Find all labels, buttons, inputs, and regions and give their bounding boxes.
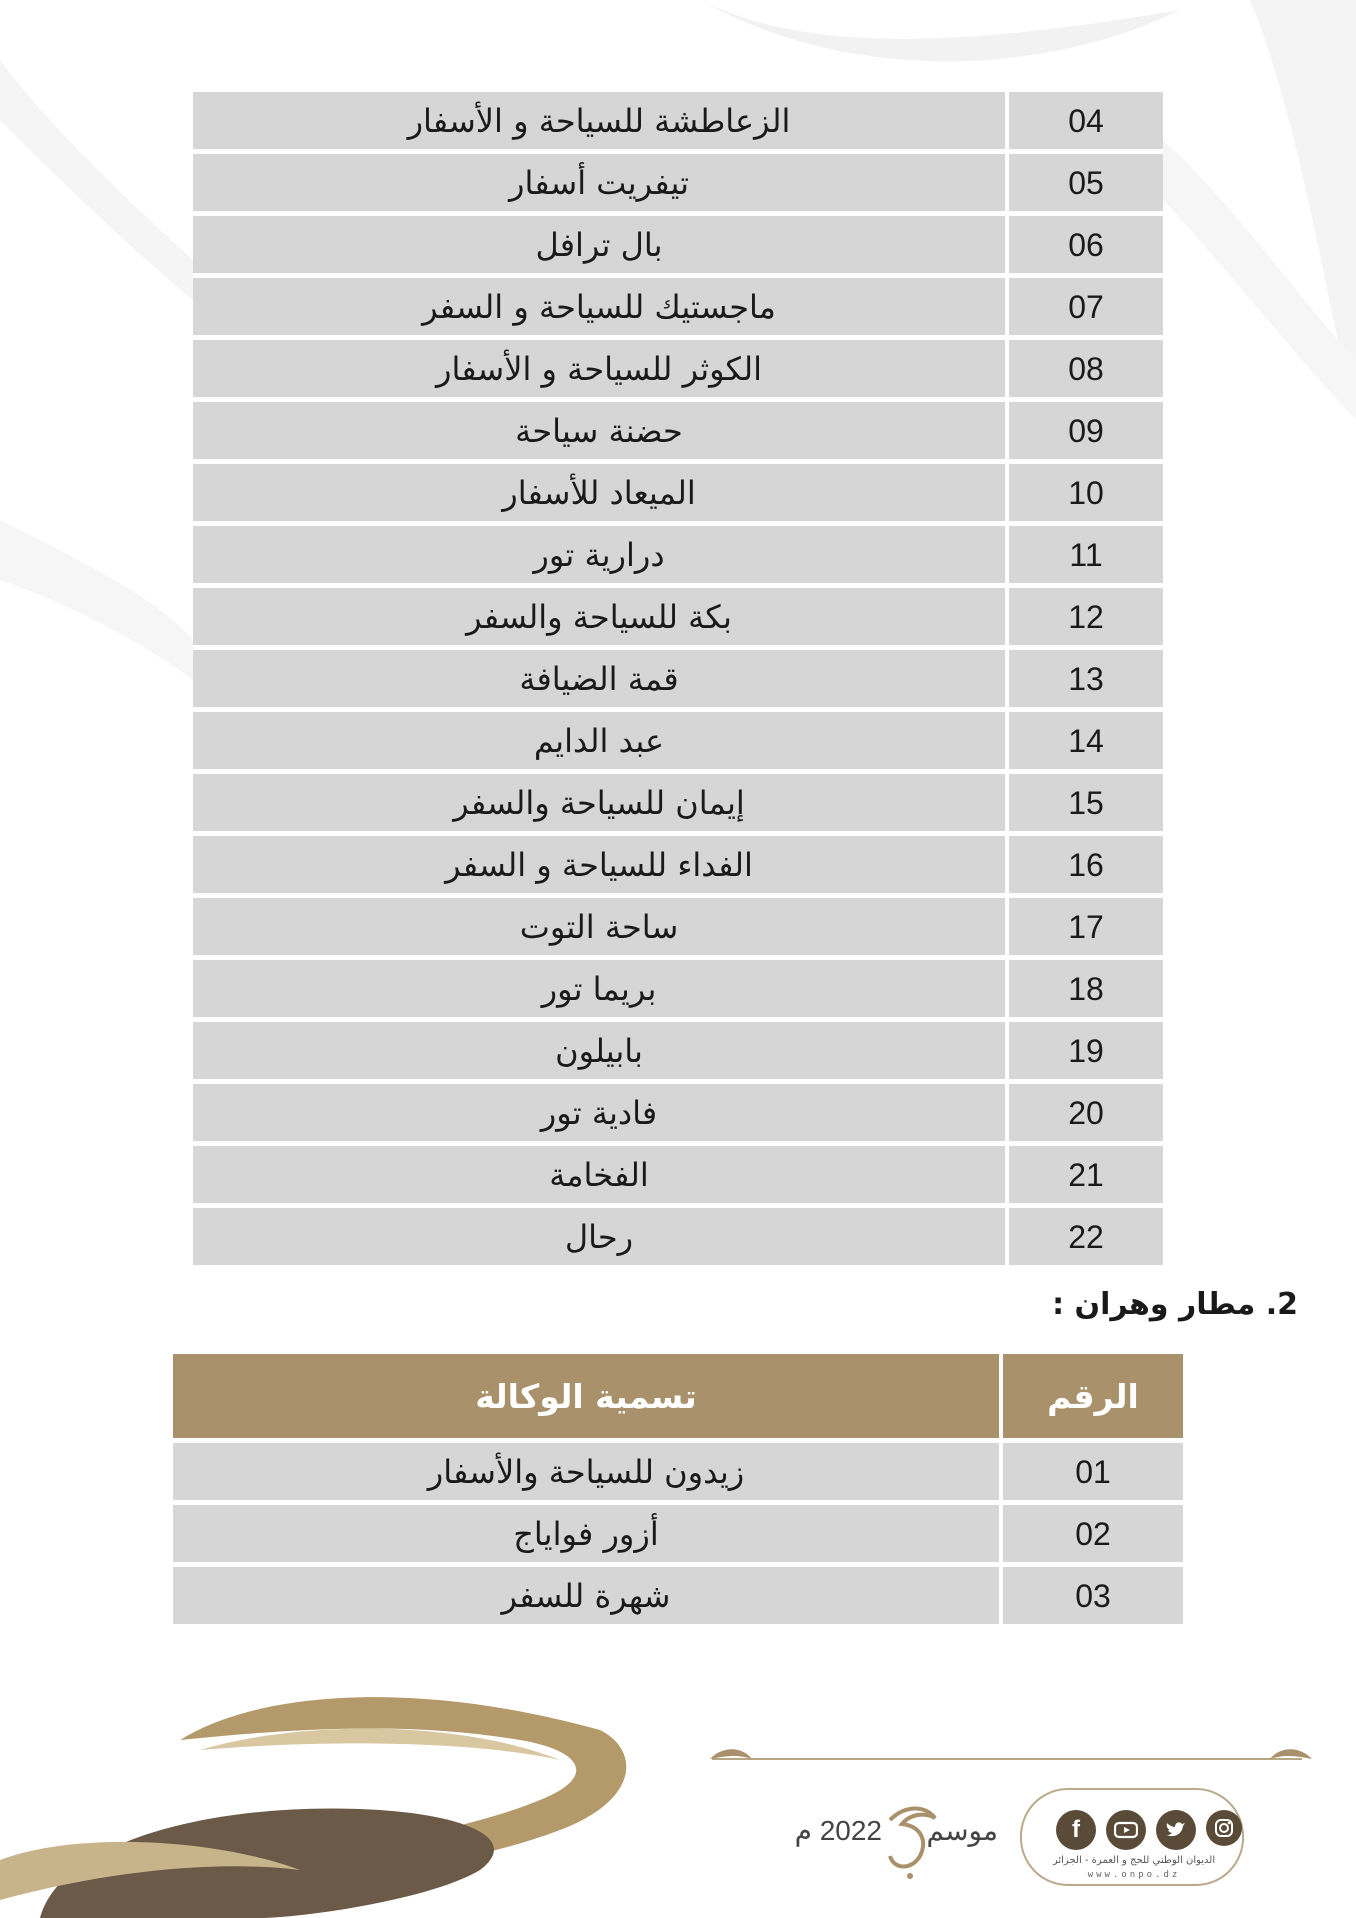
table-row — [173, 1443, 1183, 1505]
table-row — [193, 526, 1163, 588]
table-row — [173, 1567, 1183, 1624]
row-number: 09 — [1005, 402, 1163, 464]
table-header-row — [173, 1354, 1183, 1443]
agency-name: بال ترافل — [193, 216, 1005, 278]
row-number: 04 — [1005, 92, 1163, 154]
agency-name: حضنة سياحة — [193, 402, 1005, 464]
row-number: 01 — [999, 1443, 1183, 1505]
organization-url[interactable]: www.onpo.dz — [1087, 1870, 1181, 1880]
social-links-panel — [1020, 1788, 1244, 1886]
agency-name: الميعاد للأسفار — [193, 464, 1005, 526]
leaf-ornament-icon — [1268, 1746, 1314, 1772]
table-row — [193, 402, 1163, 464]
agency-name: ماجستيك للسياحة و السفر — [193, 278, 1005, 340]
row-number: 14 — [1005, 712, 1163, 774]
table-row — [193, 836, 1163, 898]
agency-name: الفداء للسياحة و السفر — [193, 836, 1005, 898]
facebook-icon[interactable]: f — [1056, 1810, 1096, 1850]
instagram-icon[interactable] — [1206, 1810, 1242, 1846]
agency-name: درارية تور — [193, 526, 1005, 588]
leaf-ornament-icon — [708, 1746, 754, 1772]
table-row — [193, 774, 1163, 836]
row-number: 13 — [1005, 650, 1163, 712]
footer-divider — [712, 1758, 1302, 1760]
header-agency-name: تسمية الوكالة — [173, 1354, 999, 1443]
row-number: 08 — [1005, 340, 1163, 402]
twitter-icon[interactable] — [1156, 1810, 1196, 1850]
row-number: 03 — [999, 1567, 1183, 1624]
table-row — [193, 898, 1163, 960]
table-row — [193, 1084, 1163, 1146]
agency-name: أزور فواياج — [173, 1505, 999, 1567]
table-row — [193, 92, 1163, 154]
agency-name: زيدون للسياحة والأسفار — [173, 1443, 999, 1505]
row-number: 02 — [999, 1505, 1183, 1567]
table-row — [193, 340, 1163, 402]
season-word: موسم — [926, 1814, 998, 1847]
agency-name: إيمان للسياحة والسفر — [193, 774, 1005, 836]
table-row — [193, 712, 1163, 774]
table-row — [193, 960, 1163, 1022]
row-number: 07 — [1005, 278, 1163, 340]
row-number: 15 — [1005, 774, 1163, 836]
row-number: 12 — [1005, 588, 1163, 650]
agency-name: قمة الضيافة — [193, 650, 1005, 712]
hajj-calligraphy-icon — [880, 1800, 940, 1880]
agency-name: تيفريت أسفار — [193, 154, 1005, 216]
table-row — [193, 216, 1163, 278]
agency-name: ساحة التوت — [193, 898, 1005, 960]
agency-name: رحال — [193, 1208, 1005, 1265]
row-number: 05 — [1005, 154, 1163, 216]
agency-name: شهرة للسفر — [173, 1567, 999, 1624]
section-heading-oran-airport: 2. مطار وهران : — [1052, 1287, 1298, 1322]
table-row — [193, 650, 1163, 712]
ribbon-decoration — [0, 1690, 660, 1918]
row-number: 19 — [1005, 1022, 1163, 1084]
season-label — [782, 1800, 1012, 1890]
agency-name: الكوثر للسياحة و الأسفار — [193, 340, 1005, 402]
row-number: 17 — [1005, 898, 1163, 960]
season-year: 2022 م — [794, 1815, 882, 1846]
agency-name: فادية تور — [193, 1084, 1005, 1146]
table-row — [173, 1505, 1183, 1567]
row-number: 11 — [1005, 526, 1163, 588]
row-number: 10 — [1005, 464, 1163, 526]
agency-name: بكة للسياحة والسفر — [193, 588, 1005, 650]
row-number: 21 — [1005, 1146, 1163, 1208]
row-number: 20 — [1005, 1084, 1163, 1146]
agency-name: الزعاطشة للسياحة و الأسفار — [193, 92, 1005, 154]
table-row — [193, 1208, 1163, 1265]
table-row — [193, 1146, 1163, 1208]
row-number: 16 — [1005, 836, 1163, 898]
agency-name: بابيلون — [193, 1022, 1005, 1084]
agency-name: عبد الدايم — [193, 712, 1005, 774]
agencies-table-oran — [173, 1354, 1183, 1624]
table-row — [193, 154, 1163, 216]
agency-name: الفخامة — [193, 1146, 1005, 1208]
youtube-icon[interactable] — [1106, 1810, 1146, 1850]
header-number: الرقم — [999, 1354, 1183, 1443]
agencies-table-continued — [193, 92, 1163, 1265]
table-row — [193, 1022, 1163, 1084]
table-row — [193, 278, 1163, 340]
row-number: 18 — [1005, 960, 1163, 1022]
agency-name: بريما تور — [193, 960, 1005, 1022]
table-row — [193, 464, 1163, 526]
row-number: 22 — [1005, 1208, 1163, 1265]
row-number: 06 — [1005, 216, 1163, 278]
table-row — [193, 588, 1163, 650]
organization-name: الديوان الوطني للحج و العمرة - الجزائر — [1052, 1855, 1216, 1866]
